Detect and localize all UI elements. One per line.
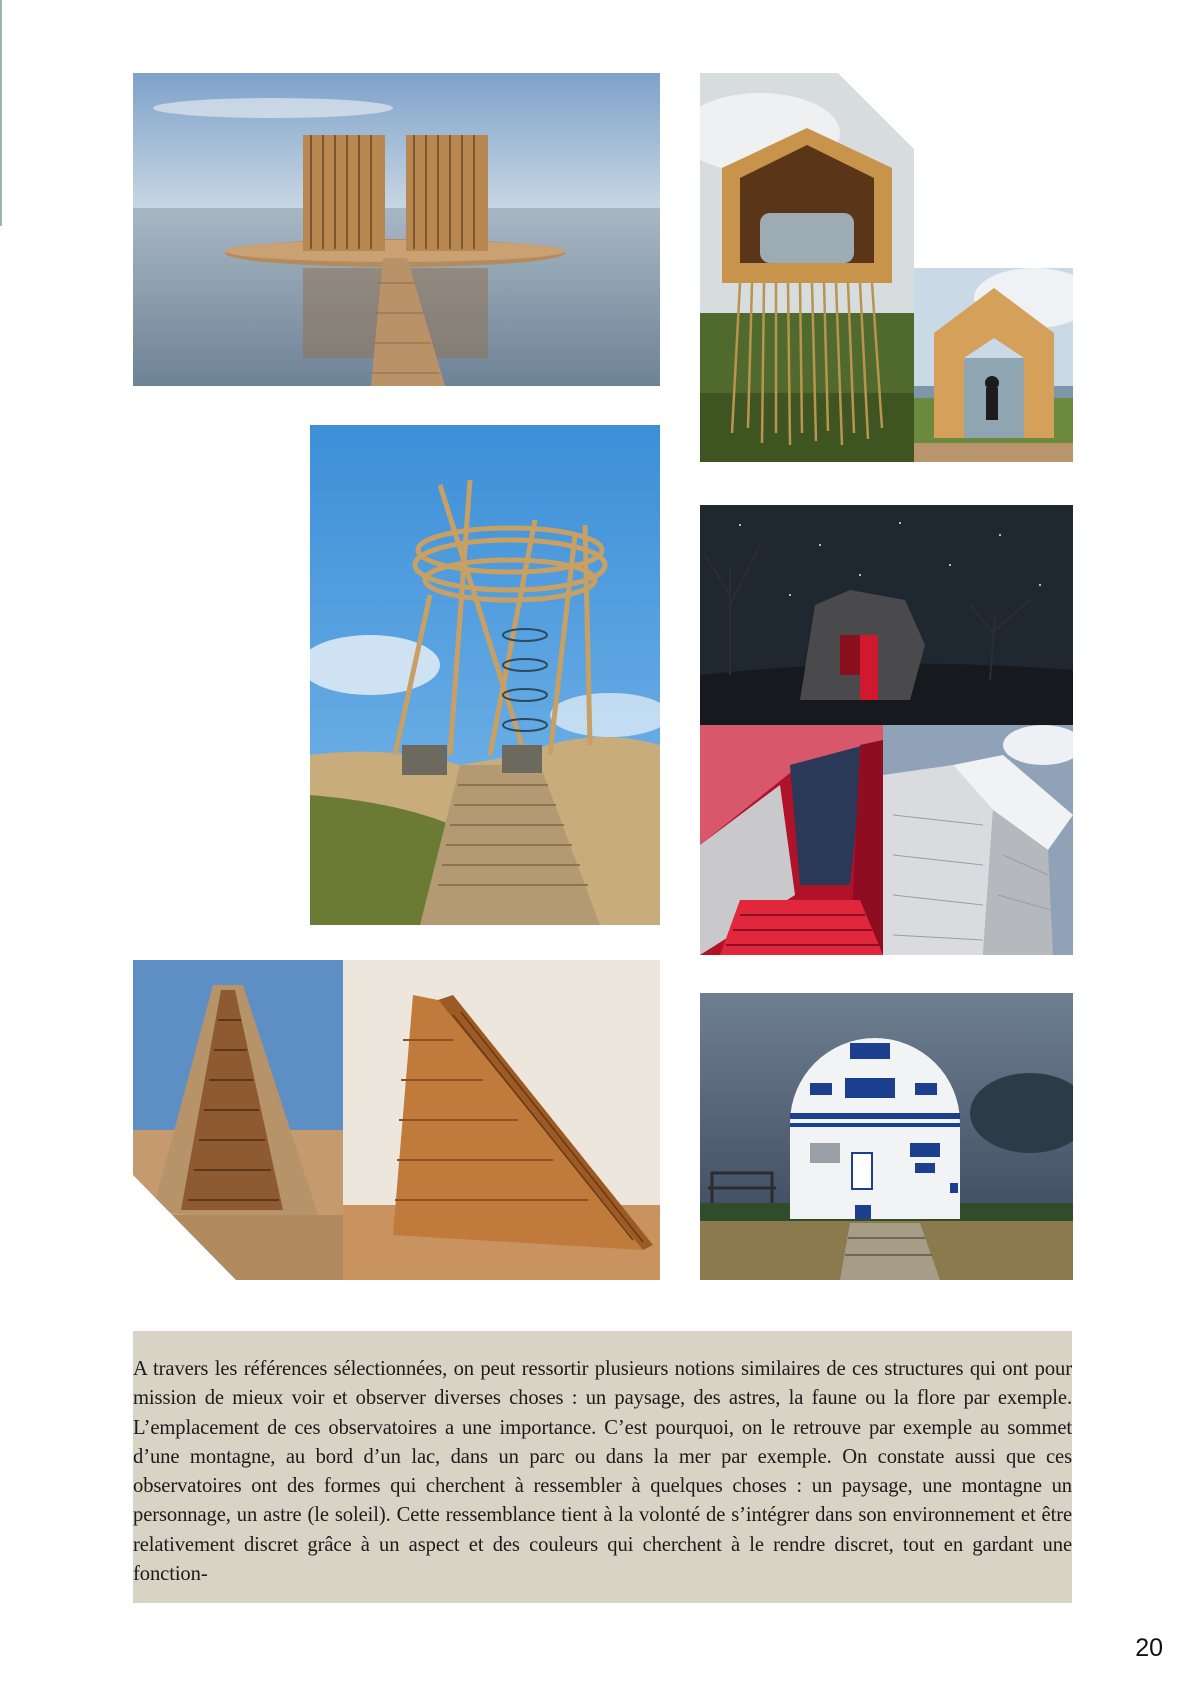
page-edge-accent: [0, 0, 2, 226]
desert-staircase-side-photo: [343, 960, 660, 1280]
summary-paragraph: A travers les références sélectionnées, on peut ressortir plusieurs notions similaires de ces structures qui ont pour mission de mieux voir et observer diverses choses : un paysage, des astres, la faune ou la flore par exemple. L’emplacement de ces observatoires a une importance. C’est pourquoi, on le retrouve par exemple au sommet d’une montagne, au bord d’un lac, dans un parc ou dans la mer par exemple. On constate aussi que ces observatoires ont des formes qui cherchent à ressembler à quelques choses : un paysage, une montagne un personnage, un astre (le soleil). Cette ressemblance tient à la volonté de s’intégrer dans son environnement et être relativement discret grâce à un aspect et des couleurs qui cherchent à le rendre discret, tout en gardant une fonction-: [133, 1358, 1072, 1586]
night-observatory-photo: [700, 505, 1073, 725]
spiral-wooden-tower-photo: [310, 425, 660, 925]
page-number: 20: [1135, 1634, 1163, 1662]
r2d2-dome-observatory-photo: [700, 993, 1073, 1280]
white-angular-facade-photo: [883, 725, 1073, 955]
summary-text-box: [133, 1331, 1072, 1603]
desert-staircase-front-photo: [133, 960, 343, 1280]
carved-wooden-arch-photo: [914, 268, 1073, 462]
wooden-cabin-on-stilts-photo: [700, 73, 914, 462]
red-stairway-interior-photo: [700, 725, 883, 955]
lake-wooden-platform-photo: [133, 73, 660, 386]
